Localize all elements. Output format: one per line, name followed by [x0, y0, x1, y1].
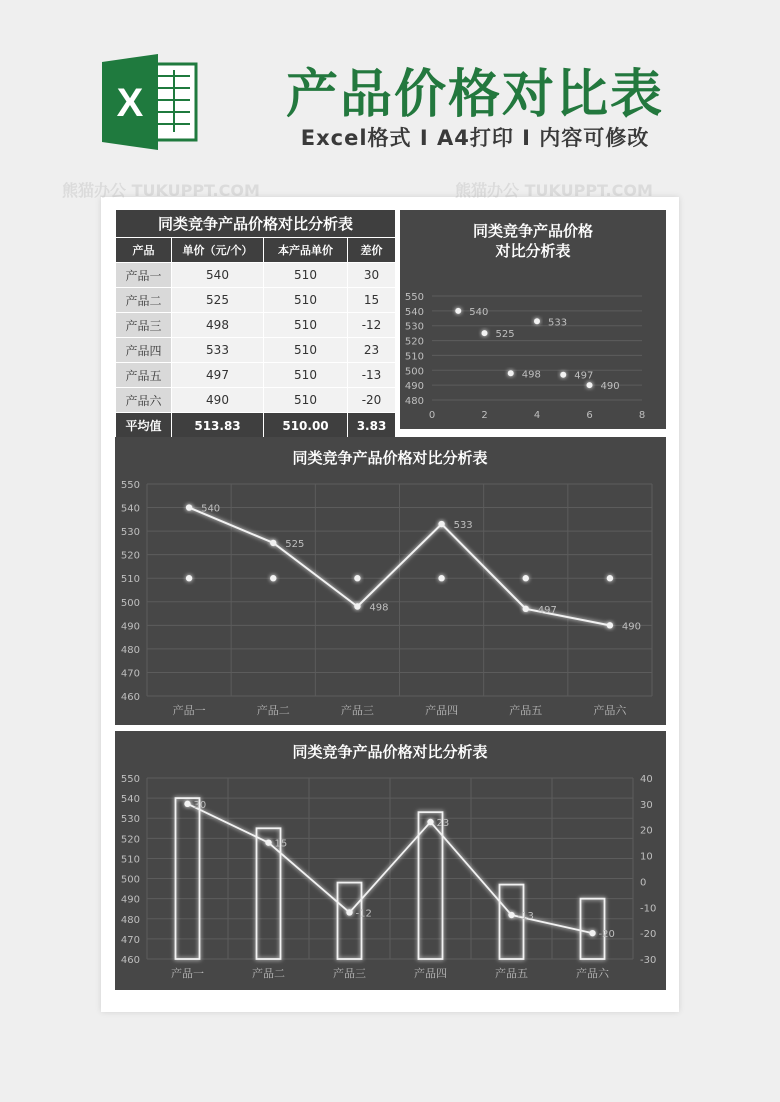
table-cell: 497 [172, 363, 264, 388]
data-point [589, 930, 595, 936]
data-label: 533 [548, 317, 568, 329]
data-point [354, 603, 360, 609]
table-cell: 30 [348, 263, 396, 288]
table-row [116, 288, 396, 313]
table-cell: -13 [348, 363, 396, 388]
table-cell: 产品二 [116, 288, 172, 313]
data-point [523, 606, 529, 612]
y2-tick-label: -10 [640, 903, 657, 915]
data-point [607, 575, 613, 581]
y2-tick-label: 20 [640, 825, 653, 837]
data-label: -13 [517, 911, 534, 923]
y-tick-label: 550 [120, 480, 140, 491]
table-cell: 23 [348, 338, 396, 363]
data-label: 15 [274, 838, 288, 850]
data-label: 23 [436, 817, 450, 829]
data-point [354, 575, 360, 581]
table-cell: 540 [172, 263, 264, 288]
table-cell: 产品五 [116, 363, 172, 388]
y-tick-label: 530 [120, 814, 140, 826]
column-header: 单价（元/个） [172, 238, 264, 263]
y-tick-label: 520 [120, 834, 140, 846]
table-cell: 15 [348, 288, 396, 313]
table-cell: 3.83 [348, 413, 396, 439]
x-tick-label: 0 [428, 410, 436, 421]
y-tick-label: 520 [404, 336, 424, 348]
chart-title: 同类竞争产品价格对比分析表 [292, 449, 488, 467]
x-tick-label: 产品六 [576, 967, 609, 980]
y-tick-label: 500 [120, 874, 140, 886]
data-label: 525 [285, 538, 305, 550]
table-cell: 513.83 [172, 413, 264, 439]
table-row [116, 388, 396, 413]
data-point [270, 575, 276, 581]
x-tick-label: 产品四 [414, 967, 447, 980]
data-label: 497 [574, 370, 594, 382]
data-point [587, 382, 593, 388]
y-tick-label: 490 [120, 621, 140, 633]
x-tick-label: 2 [481, 410, 488, 421]
chart-title: 同类竞争产品价格 [472, 222, 594, 240]
data-point [346, 909, 352, 915]
chart-title: 对比分析表 [495, 242, 571, 260]
average-row [116, 413, 396, 439]
column-header: 产品 [116, 238, 172, 263]
column-header: 本产品单价 [264, 238, 348, 263]
table-cell: -12 [348, 313, 396, 338]
bar-chart-panel [115, 731, 666, 990]
data-point [438, 521, 444, 527]
table-cell: 533 [172, 338, 264, 363]
table-cell: 510 [264, 388, 348, 413]
y-tick-label: 500 [120, 597, 140, 609]
price-table [115, 209, 396, 439]
table-row [116, 363, 396, 388]
data-point [186, 575, 192, 581]
data-point [427, 819, 433, 825]
table-cell: -20 [348, 388, 396, 413]
excel-logo-icon [100, 52, 200, 152]
y-tick-label: 520 [120, 550, 140, 562]
page-subtitle: Excel格式 I A4打印 I 内容可修改 [300, 126, 650, 150]
bar [419, 812, 443, 959]
data-label: 497 [537, 604, 557, 616]
table-cell: 510 [264, 288, 348, 313]
page-title: 产品价格对比表 [285, 65, 664, 125]
y-tick-label: 490 [120, 894, 140, 906]
y-tick-label: 470 [120, 668, 140, 680]
y2-tick-label: 30 [640, 799, 653, 811]
data-label: -12 [355, 908, 372, 920]
line-chart [115, 437, 666, 725]
y-tick-label: 530 [404, 321, 424, 333]
table-cell: 平均值 [116, 413, 172, 439]
table-cell: 498 [172, 313, 264, 338]
table-cell: 产品一 [116, 263, 172, 288]
table-row [116, 313, 396, 338]
x-tick-label: 4 [533, 410, 541, 421]
y-tick-label: 540 [120, 503, 140, 515]
data-point [523, 575, 529, 581]
table-caption: 同类竞争产品价格对比分析表 [116, 210, 396, 238]
y-tick-label: 510 [404, 351, 424, 363]
y2-tick-label: 10 [640, 851, 653, 863]
data-label: 490 [621, 621, 642, 633]
data-label: 525 [495, 329, 515, 341]
y-tick-label: 480 [120, 914, 140, 926]
data-point [508, 912, 514, 918]
x-tick-label: 产品一 [171, 967, 204, 980]
x-tick-label: 产品五 [495, 967, 528, 980]
x-tick-label: 产品四 [425, 704, 459, 717]
y-tick-label: 510 [120, 854, 140, 866]
data-point [186, 504, 192, 510]
data-point [455, 308, 461, 314]
data-label: 498 [521, 369, 541, 381]
data-point [607, 622, 613, 628]
data-point [270, 540, 276, 546]
y-tick-label: 480 [404, 396, 424, 407]
data-point [560, 372, 566, 378]
table-cell: 510 [264, 338, 348, 363]
x-tick-label: 产品一 [172, 704, 206, 717]
watermark: 熊猫办公 TUKUPPT.COM [455, 181, 653, 200]
y2-tick-label: 0 [640, 877, 647, 889]
data-label: 540 [201, 503, 221, 515]
data-point [482, 330, 488, 336]
y-tick-label: 530 [120, 527, 140, 539]
scatter-chart [400, 210, 666, 429]
y2-tick-label: 40 [640, 774, 653, 785]
data-point [438, 575, 444, 581]
data-point [534, 318, 540, 324]
table-cell: 510 [264, 363, 348, 388]
column-header: 差价 [348, 238, 396, 263]
watermark: 熊猫办公 TUKUPPT.COM [62, 181, 260, 200]
x-tick-label: 8 [638, 410, 646, 421]
table-cell: 510.00 [264, 413, 348, 439]
table-cell: 产品三 [116, 313, 172, 338]
y-tick-label: 480 [120, 644, 140, 656]
x-tick-label: 6 [586, 410, 593, 421]
y-tick-label: 540 [404, 306, 424, 318]
y-tick-label: 490 [404, 381, 424, 393]
data-label: -20 [598, 929, 615, 941]
y-tick-label: 460 [120, 955, 140, 966]
data-point [184, 801, 190, 807]
x-tick-label: 产品五 [509, 704, 543, 717]
svg-text:X: X [116, 81, 144, 125]
chart-title: 同类竞争产品价格对比分析表 [292, 743, 488, 761]
x-tick-label: 产品二 [256, 704, 290, 717]
scatter-chart-panel [400, 210, 666, 429]
data-point [265, 839, 271, 845]
x-tick-label: 产品三 [340, 704, 374, 717]
x-tick-label: 产品二 [252, 967, 285, 980]
x-tick-label: 产品六 [593, 704, 627, 717]
data-label: 540 [469, 306, 489, 318]
y-tick-label: 500 [404, 366, 424, 378]
data-point [508, 370, 514, 376]
y-tick-label: 460 [120, 692, 140, 703]
bar [338, 883, 362, 959]
data-label: 490 [600, 381, 620, 393]
data-label: 30 [193, 799, 207, 811]
table-cell: 产品四 [116, 338, 172, 363]
y2-tick-label: -20 [640, 929, 657, 941]
table-cell: 510 [264, 313, 348, 338]
y-tick-label: 540 [120, 794, 140, 806]
line-chart-panel [115, 437, 666, 725]
y-tick-label: 510 [120, 574, 140, 586]
y-tick-label: 470 [120, 934, 140, 946]
table-cell: 490 [172, 388, 264, 413]
y-tick-label: 550 [120, 774, 140, 785]
x-tick-label: 产品三 [333, 967, 366, 980]
bar-line-chart [115, 731, 666, 990]
y-tick-label: 550 [404, 292, 424, 303]
table-row [116, 338, 396, 363]
y2-tick-label: -30 [640, 955, 657, 966]
table-cell: 510 [264, 263, 348, 288]
table-cell: 525 [172, 288, 264, 313]
data-label: 498 [369, 602, 389, 614]
data-label: 533 [453, 520, 473, 532]
table-row [116, 263, 396, 288]
table-cell: 产品六 [116, 388, 172, 413]
